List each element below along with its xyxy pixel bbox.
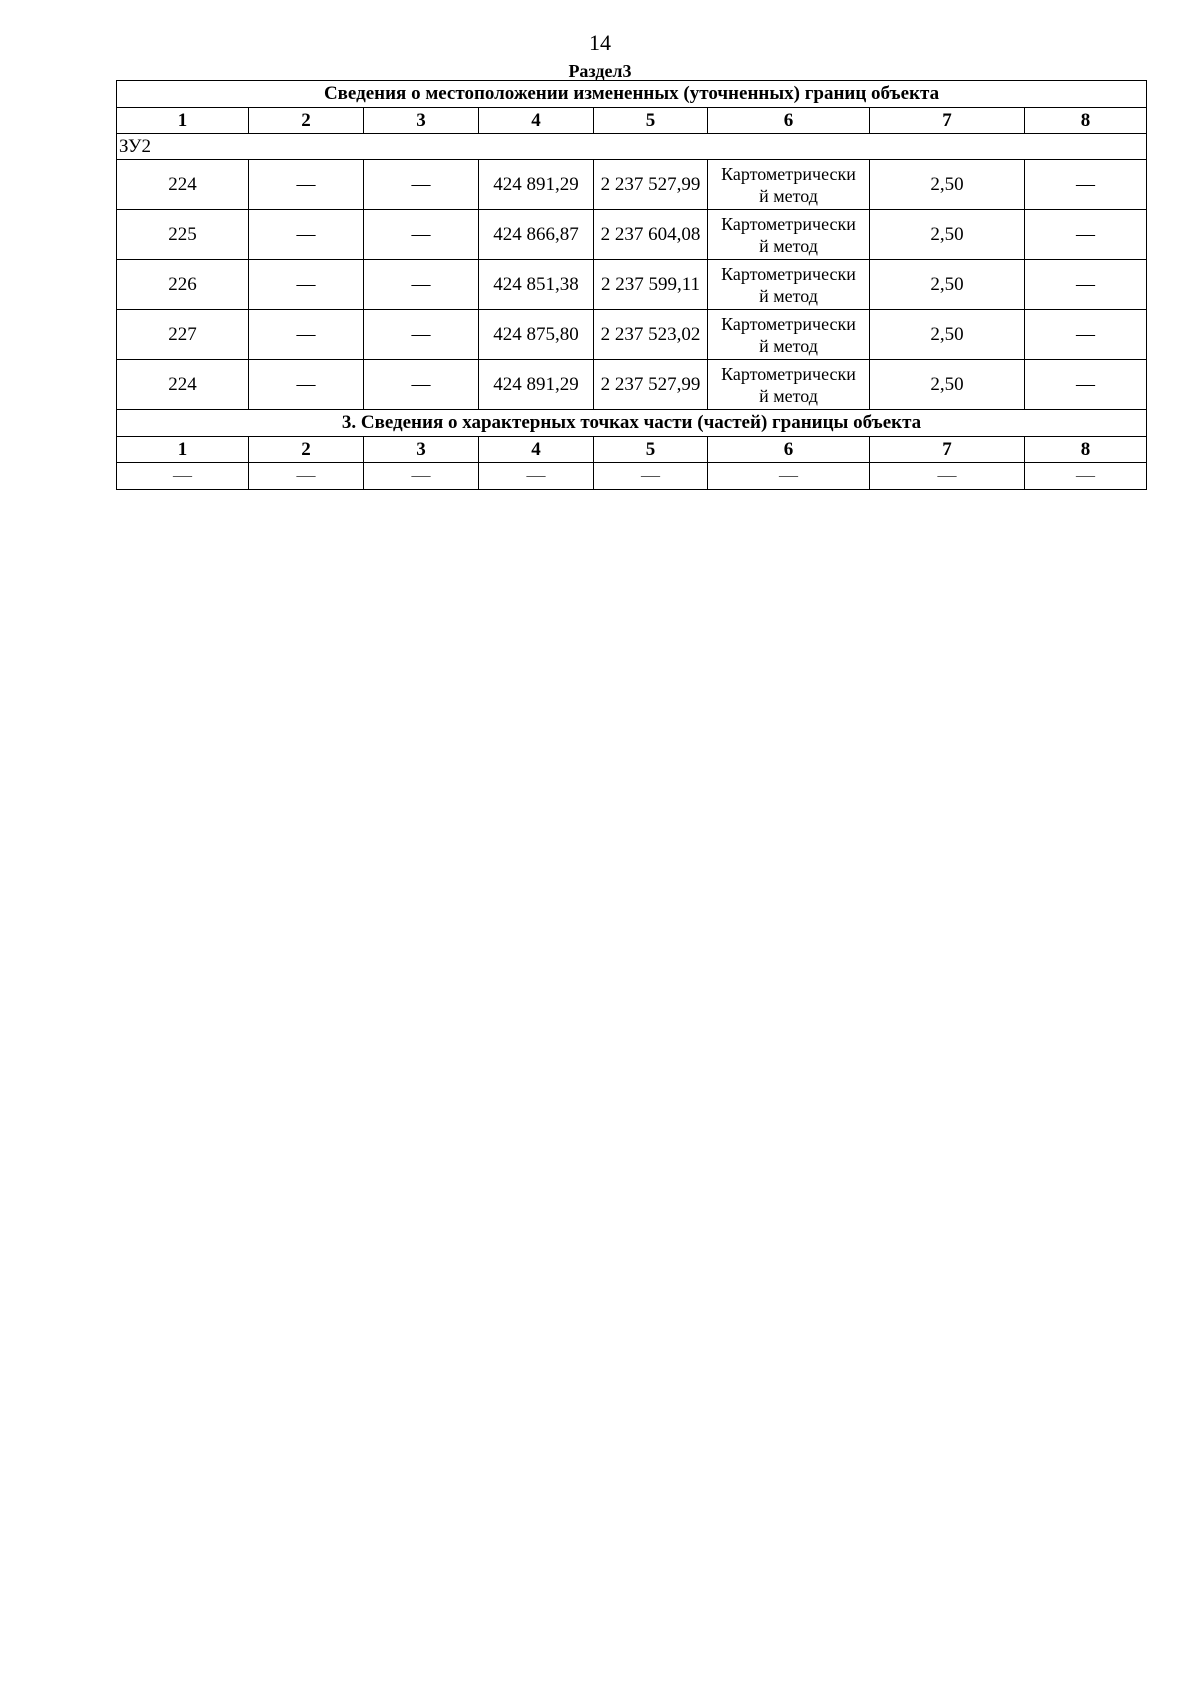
column-header: 6 (708, 437, 870, 463)
point-number: 227 (117, 310, 249, 360)
cell-c2: — (249, 210, 364, 260)
cell-c3: — (364, 310, 479, 360)
cell-c8: — (1025, 210, 1147, 260)
cell-c3: — (364, 160, 479, 210)
table2-title-row (117, 410, 1147, 437)
column-header: 5 (594, 108, 708, 134)
empty-cell: — (249, 463, 364, 490)
column-header: 3 (364, 437, 479, 463)
accuracy: 2,50 (870, 310, 1025, 360)
table-row (117, 210, 1147, 260)
table2-header-row (117, 437, 1147, 463)
coordinate-y: 2 237 527,99 (594, 160, 708, 210)
coordinate-y: 2 237 523,02 (594, 310, 708, 360)
cell-c2: — (249, 310, 364, 360)
point-number: 225 (117, 210, 249, 260)
column-header: 8 (1025, 108, 1147, 134)
method-line2: й метод (759, 185, 818, 206)
point-number: 226 (117, 260, 249, 310)
coordinate-x: 424 891,29 (479, 360, 594, 410)
method-line2: й метод (759, 335, 818, 356)
table2-title: 3. Сведения о характерных точках части (частей) границы объекта (117, 410, 1147, 437)
section-label: Раздел3 (568, 61, 632, 81)
empty-cell: — (479, 463, 594, 490)
method-cell (708, 260, 870, 310)
column-header: 4 (479, 108, 594, 134)
table-row (117, 360, 1147, 410)
column-header: 3 (364, 108, 479, 134)
point-number: 224 (117, 360, 249, 410)
method-line1: Картометрически (721, 313, 856, 334)
empty-cell: — (594, 463, 708, 490)
column-header: 5 (594, 437, 708, 463)
column-header: 2 (249, 437, 364, 463)
method-cell (708, 360, 870, 410)
cell-c8: — (1025, 310, 1147, 360)
cell-c8: — (1025, 260, 1147, 310)
page-number: 14 (589, 30, 611, 55)
cell-c8: — (1025, 160, 1147, 210)
column-header: 7 (870, 437, 1025, 463)
column-header: 1 (117, 108, 249, 134)
column-header: 1 (117, 437, 249, 463)
method-line1: Картометрически (721, 263, 856, 284)
table1-title: Сведения о местоположении измененных (уточненных) границ объекта (117, 81, 1147, 108)
accuracy: 2,50 (870, 360, 1025, 410)
point-number: 224 (117, 160, 249, 210)
column-header: 7 (870, 108, 1025, 134)
coordinate-y: 2 237 599,11 (594, 260, 708, 310)
empty-cell: — (870, 463, 1025, 490)
table-row (117, 160, 1147, 210)
coordinate-y: 2 237 527,99 (594, 360, 708, 410)
method-cell (708, 160, 870, 210)
empty-cell: — (1025, 463, 1147, 490)
method-cell (708, 210, 870, 260)
coordinate-y: 2 237 604,08 (594, 210, 708, 260)
table-row (117, 310, 1147, 360)
empty-cell: — (364, 463, 479, 490)
column-header: 6 (708, 108, 870, 134)
coordinate-x: 424 891,29 (479, 160, 594, 210)
table1-header-row (117, 108, 1147, 134)
method-line1: Картометрически (721, 363, 856, 384)
accuracy: 2,50 (870, 210, 1025, 260)
coordinate-x: 424 851,38 (479, 260, 594, 310)
empty-cell: — (117, 463, 249, 490)
method-line1: Картометрически (721, 163, 856, 184)
method-line2: й метод (759, 235, 818, 256)
cell-c2: — (249, 360, 364, 410)
table1-title-row (117, 81, 1147, 108)
column-header: 8 (1025, 437, 1147, 463)
method-cell (708, 310, 870, 360)
method-line2: й метод (759, 385, 818, 406)
cell-c3: — (364, 210, 479, 260)
coordinate-x: 424 875,80 (479, 310, 594, 360)
method-line1: Картометрически (721, 213, 856, 234)
empty-cell: — (708, 463, 870, 490)
coordinate-x: 424 866,87 (479, 210, 594, 260)
group-label-row (117, 134, 1147, 160)
cell-c2: — (249, 260, 364, 310)
column-header: 4 (479, 437, 594, 463)
cell-c3: — (364, 360, 479, 410)
accuracy: 2,50 (870, 160, 1025, 210)
method-line2: й метод (759, 285, 818, 306)
empty-data-row (117, 463, 1147, 490)
cell-c8: — (1025, 360, 1147, 410)
group-label: ЗУ2 (117, 134, 1147, 160)
cell-c3: — (364, 260, 479, 310)
boundary-table (116, 80, 1147, 490)
column-header: 2 (249, 108, 364, 134)
cell-c2: — (249, 160, 364, 210)
accuracy: 2,50 (870, 260, 1025, 310)
table-row (117, 260, 1147, 310)
